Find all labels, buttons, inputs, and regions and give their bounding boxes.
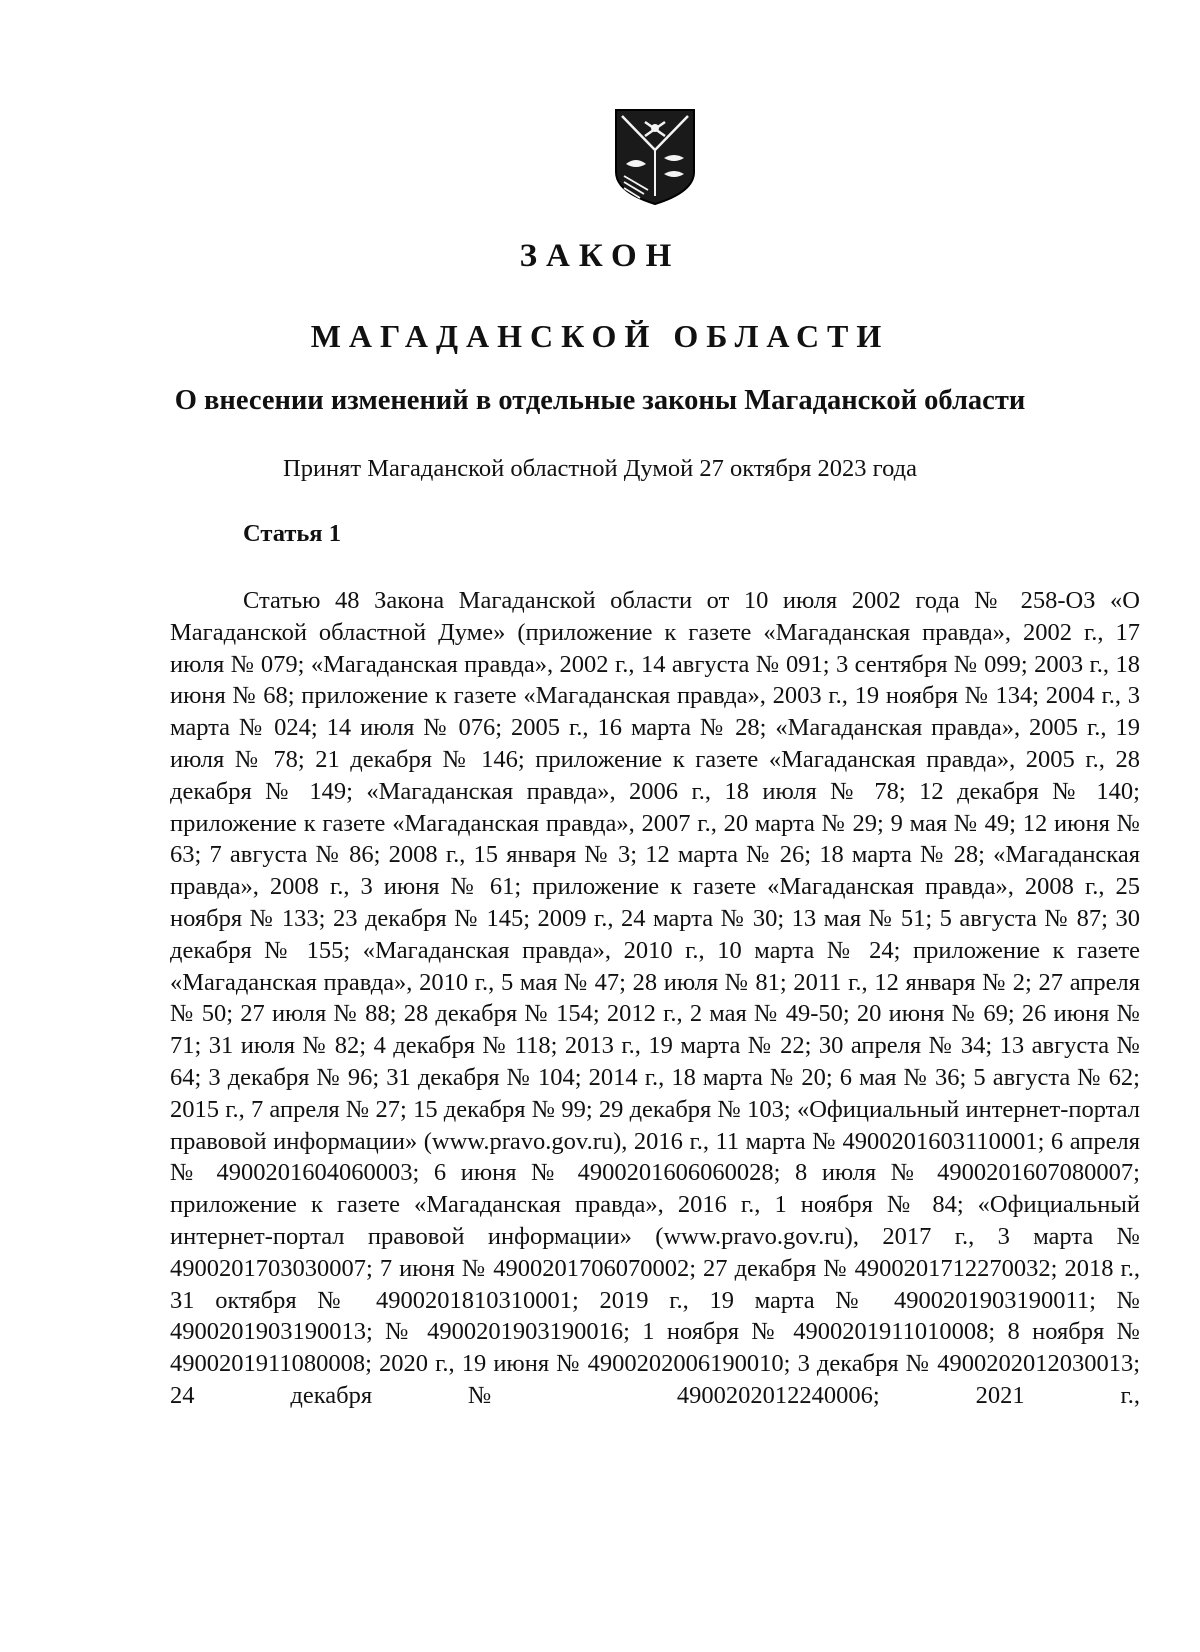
article-title: Статья 1 — [243, 520, 341, 547]
document-subtitle: МАГАДАНСКОЙ ОБЛАСТИ — [310, 318, 890, 354]
document-title: ЗАКОН — [519, 238, 681, 274]
adoption-line: Принят Магаданской областной Думой 27 октября 2023 года — [283, 455, 917, 482]
law-heading: О внесении изменений в отдельные законы Магаданской области — [174, 385, 1026, 416]
coat-of-arms-icon — [612, 106, 698, 206]
article-body: Статью 48 Закона Магаданской области от 10 июля 2002 года № 258-ОЗ «О Магаданской областной Думе» (приложение к газете «Магаданская правда», 2002 г., 17 июля № 079; «Магаданская правда», 2002 г., 14 августа № 091; 3 сентября № 099; 2003 г., 18 июня № 68; приложение к газете «Магаданская правда», 2003 г., 19 ноября № 134; 2004 г., 3 марта № 024; 14 июля № 076; 2005 г., 16 марта № 28; «Магаданская правда», 2005 г., 19 июля № 78; 21 декабря № 146; приложение к газете «Магаданская правда», 2005 г., 28 декабря № 149; «Магаданская правда», 2006 г., 18 июля № 78; 12 декабря № 140; приложение к газете «Магаданская правда», 2007 г., 20 марта № 29; 9 мая № 49; 12 июня № 63; 7 августа № 86; 2008 г., 15 января № 3; 12 марта № 26; 18 марта № 28; «Магаданская правда», 2008 г., 3 июня № 61; приложение к газете «Магаданская правда», 2008 г., 25 ноября № 133; 23 декабря № 145; 2009 г., 24 марта № 30; 13 мая № 51; 5 августа № 87; 30 декабря № 155; «Магаданская правда», 2010 г., 10 марта № 24; приложение к газете «Магаданская правда», 2010 г., 5 мая № 47; 28 июля № 81; 2011 г., 12 января № 2; 27 апреля № 50; 27 июля № 88; 28 декабря № 154; 2012 г., 2 мая № 49-50; 20 июня № 69; 26 июня № 71; 31 июля № 82; 4 декабря № 118; 2013 г., 19 марта № 22; 30 апреля № 34; 13 августа № 64; 3 декабря № 96; 31 декабря № 104; 2014 г., 18 марта № 20; 6 мая № 36; 5 августа № 62; 2015 г., 7 апреля № 27; 15 декабря № 99; 29 декабря № 103; «Официальный интернет-портал правовой информации» (www.pravo.gov.ru), 2016 г., 11 марта № 4900201603110001; 6 апреля № 4900201604060003; 6 июня № 4900201606060028; 8 июля № 4900201607080007; приложение к газете «Магаданская правда», 2016 г., 1 ноября № 84; «Официальный интернет-портал правовой информации» (www.pravo.gov.ru), 2017 г., 3 марта № 4900201703030007; 7 июня № 4900201706070002; 27 декабря № 4900201712270032; 2018 г., 31 октября № 4900201810310001; 2019 г., 19 марта № 4900201903190011; № 4900201903190013; № 4900201903190016; 1 ноября № 4900201911010008; 8 ноября № 4900201911080008; 2020 г., 19 июня № 4900202006190010; 3 декабря № 4900202012030013; 24 декабря № 4900202012240006; 2021 г., — [170, 587, 1140, 1409]
